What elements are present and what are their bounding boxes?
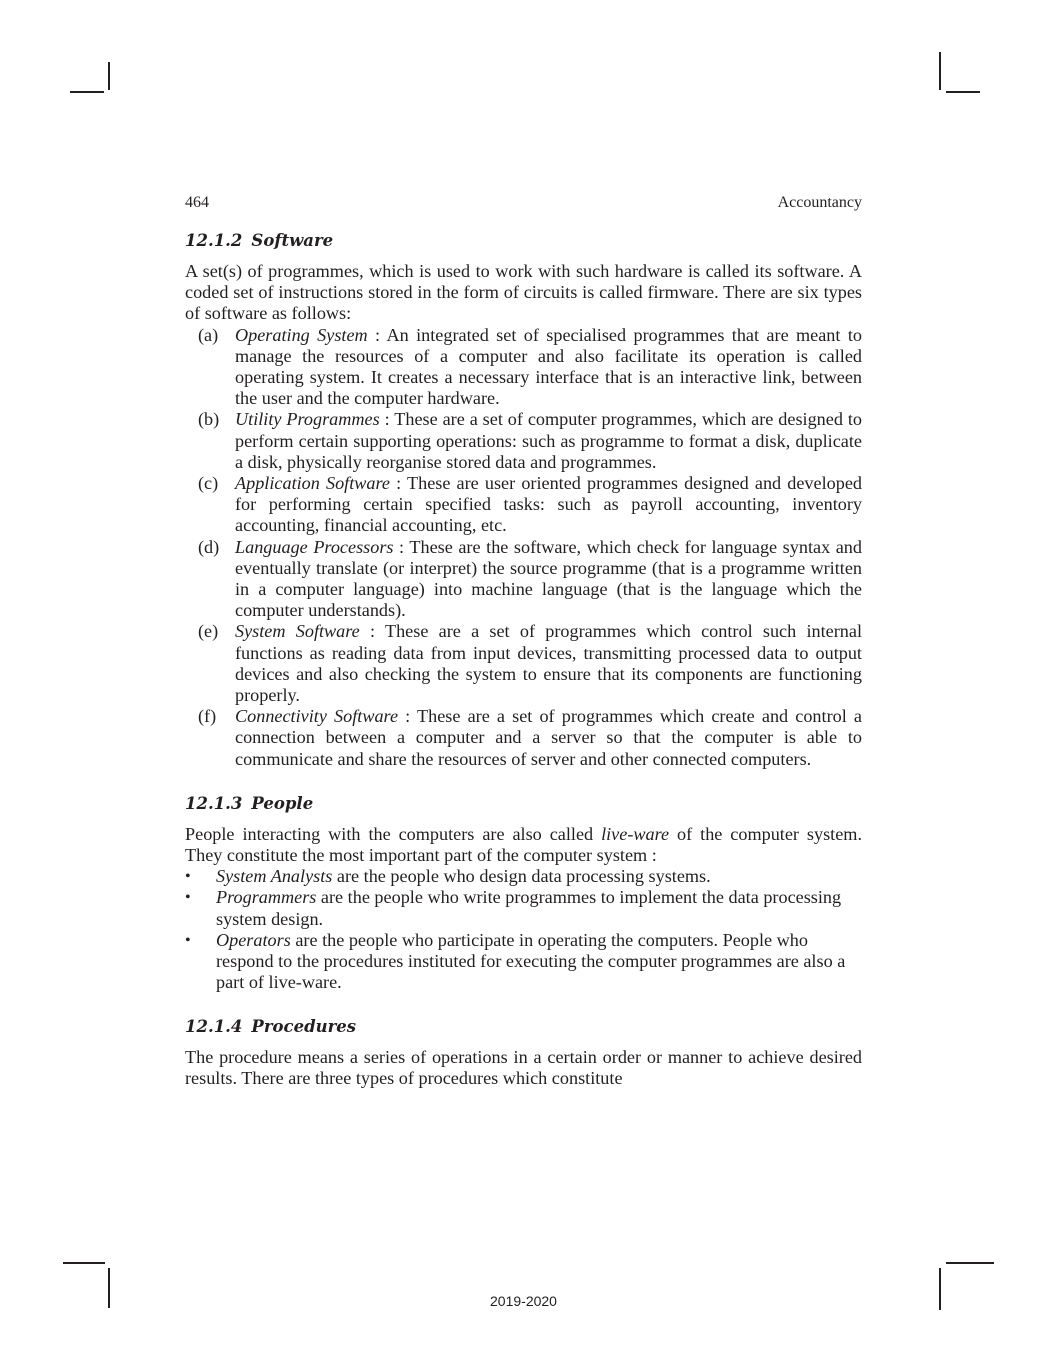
item-label: (c) — [198, 473, 219, 494]
list-item — [185, 325, 862, 410]
item-label: (a) — [198, 324, 219, 345]
footer-year: 2019-2020 — [490, 1293, 557, 1309]
crop-mark-bottom-left-h — [63, 1262, 105, 1264]
item-text: : These are user oriented programmes designed and developed for performing certain specified tasks: such as payroll accounting, inventory accounting, financial accounting, etc. — [235, 473, 862, 536]
list-item — [185, 409, 862, 473]
book-title: Accountancy — [777, 194, 862, 211]
item-term: Application Software — [235, 473, 390, 494]
list-item — [185, 621, 862, 706]
page-number: 464 — [185, 194, 209, 211]
procedures-intro-paragraph: The procedure means a series of operations in a certain order or manner to achieve desired results. There are three types of procedures which constitute — [185, 1046, 862, 1088]
software-types-list — [185, 325, 862, 770]
item-term: Language Processors — [235, 536, 394, 557]
section-title: Procedures — [251, 1016, 357, 1036]
running-head — [185, 194, 862, 212]
item-term: Connectivity Software — [235, 706, 399, 727]
section-heading-software — [185, 230, 862, 252]
bullet-item — [185, 930, 862, 994]
crop-mark-top-right-v — [939, 52, 941, 90]
item-label: (e) — [198, 621, 219, 642]
bullet-icon: • — [185, 868, 191, 886]
crop-mark-top-left-v — [108, 62, 110, 90]
crop-mark-bottom-right-h — [946, 1262, 994, 1264]
list-item — [185, 473, 862, 537]
section-number: 12.1.3 — [185, 793, 243, 813]
bullet-icon: • — [185, 889, 191, 907]
item-term: Utility Programmes — [235, 409, 380, 430]
item-text: : These are the software, which check for language syntax and eventually translate (or interpret) the source programme (that is a programme written in a computer language) into machine language (that is the language which the computer understands). — [235, 536, 862, 621]
item-text: : An integrated set of specialised programmes that are meant to manage the resources of a computer and also facilitate its operation is called operating system. It creates a necessary interface that is an interactive link, between the user and the computer hardware. — [235, 324, 862, 409]
section-title: People — [251, 793, 314, 813]
section-number: 12.1.4 — [185, 1016, 243, 1036]
crop-mark-top-right-h — [946, 91, 980, 93]
bullet-term: System Analysts — [216, 866, 333, 887]
page-content — [185, 230, 862, 1089]
item-label: (f) — [198, 706, 217, 727]
software-intro-paragraph: A set(s) of programmes, which is used to work with such hardware is called its software. A coded set of instructions stored in the form of circuits is called firmware. There are six types of software as follows: — [185, 261, 862, 324]
bullet-item — [185, 866, 862, 887]
item-label: (b) — [198, 409, 220, 430]
item-term: System Software — [235, 621, 360, 642]
bullet-text: are the people who design data processing systems. — [332, 866, 711, 887]
bullet-text: are the people who participate in operating the computers. People who respond to the procedures instituted for executing the computer programmes are also a part of live-ware. — [216, 929, 846, 993]
bullet-icon: • — [185, 931, 191, 949]
item-label: (d) — [198, 536, 220, 557]
list-item — [185, 706, 862, 770]
list-item — [185, 537, 862, 622]
crop-mark-top-left-h — [70, 91, 104, 93]
bullet-text: are the people who write programmes to implement the data processing system design. — [216, 887, 842, 929]
bullet-term: Programmers — [216, 887, 317, 908]
people-bullet-list — [185, 866, 862, 993]
section-heading-procedures — [185, 1016, 862, 1038]
people-intro-paragraph: People interacting with the computers are also called live-ware of the computer system. They constitute the most important part of the computer system : — [185, 823, 863, 866]
section-number: 12.1.2 — [185, 231, 243, 250]
item-text: : These are a set of programmes which create and control a connection between a computer and a server so that the computer is able to communicate and share the resources of server and other connected computers. — [235, 706, 862, 769]
item-term: Operating System — [235, 324, 368, 345]
item-text: : These are a set of computer programmes, which are designed to perform certain supporting operations: such as programme to format a disk, duplicate a disk, physically reorganise stored data and programmes. — [235, 409, 862, 472]
section-heading-people — [185, 793, 862, 815]
bullet-term: Operators — [216, 929, 291, 950]
bullet-item — [185, 887, 862, 929]
live-ware-term: live-ware — [601, 823, 670, 844]
section-title: Software — [251, 231, 334, 250]
item-text: : These are a set of programmes which control such internal functions as reading data from input devices, transmitting processed data to output devices and also checking the system to ensure that its components are functioning properly. — [235, 621, 862, 706]
